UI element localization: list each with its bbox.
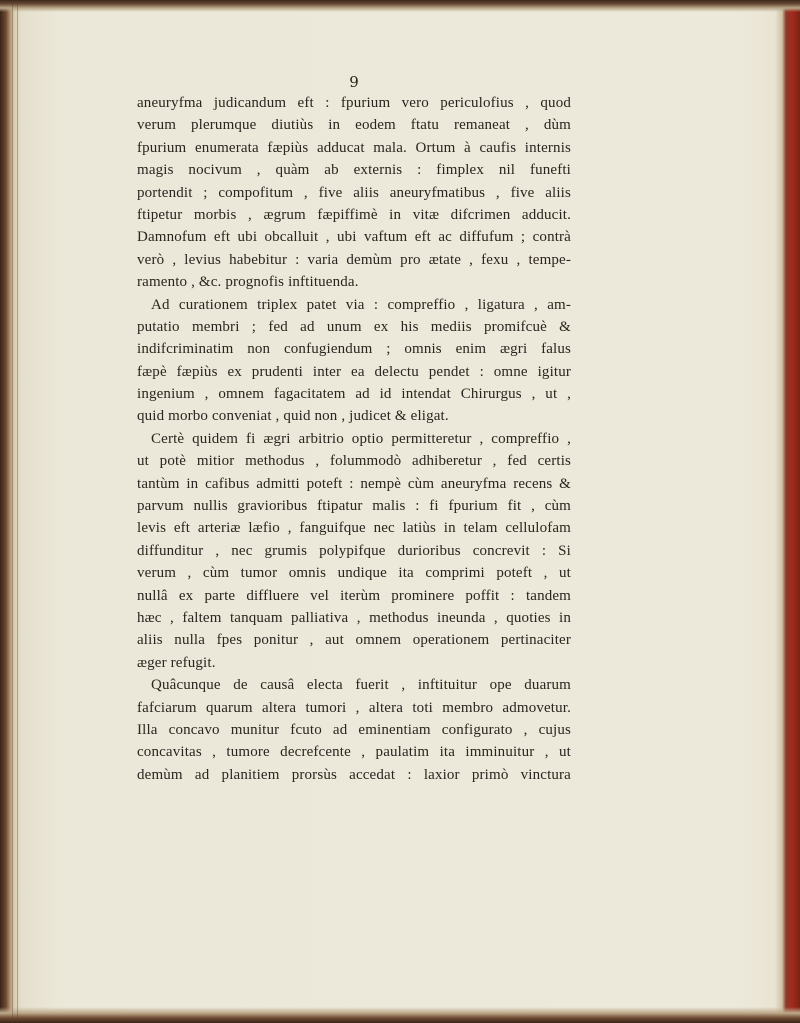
text-line: hæc , faltem tanquam palliativa , methodus ineunda , quoties in [137,609,571,626]
text-line: æger refugit. [137,654,216,671]
text-line: Certè quidem fi ægri arbitrio optio permitteretur , compreffio , [151,430,571,447]
text-line: tantùm in cafibus admitti poteft : nempè cùm aneuryfma recens & [137,475,571,492]
text-line: demùm ad planitiem prorsùs accedat : laxior primò vinctura [137,766,571,783]
text-line: verum plerumque diutiùs in eodem ftatu remaneat , dùm [137,117,571,134]
text-line: indifcriminatim non confugiendum ; omnis enim ægri falus [137,341,571,358]
text-line: ingenium , omnem fagacitatem ad id intendat Chirurgus , ut , [137,386,571,403]
page-top-edge [0,0,800,12]
text-line: fæpè fæpiùs ex prudenti inter ea delectu pendet : omne igitur [137,363,571,380]
page-number: 9 [349,73,359,91]
paragraph [137,674,571,786]
text-line: diffunditur , nec grumis polypifque durioribus concrevit : Si [137,542,571,559]
text-line: ramento , &c. prognofis inftituenda. [137,274,359,291]
text-line: concavitas , tumore decrefcente , paulatim ita imminuitur , ut [137,744,571,761]
text-line: parvum nullis gravioribus ftipatur malis : fi fpurium fit , cùm [137,498,571,515]
text-line: fpurium enumerata fæpiùs adducat mala. Ortum à caufis internis [137,139,571,156]
paragraph [137,92,571,294]
text-line: aliis nulla fpes ponitur , aut omnem operationem pertinaciter [137,632,571,649]
text-line: ftipetur morbis , ægrum fæpiffimè in vitæ difcrimen adducit. [137,206,571,223]
text-line: levis eft arteriæ læfio , fanguifque nec latiùs in telam cellulofam [137,520,571,537]
text-line: aneuryfma judicandum eft : fpurium vero periculofius , quod [137,95,571,111]
text-line: Quâcunque de causâ electa fuerit , inftituitur ope duarum [151,677,571,694]
text-line: portendit ; compofitum , five aliis aneuryfmatibus , five aliis [137,184,571,201]
text-line: Ad curationem triplex patet via : compreffio , ligatura , am- [151,296,571,313]
text-line: verò , levius habebitur : varia demùm pro ætate , fexu , tempe- [137,251,571,268]
text-line: quid morbo conveniat , quid non , judicet & eligat. [137,408,449,425]
binding-gutter-line [12,0,13,1023]
text-line: magis nocivum , quàm ab externis : fimplex nil funefti [137,162,571,179]
page-bottom-edge [0,1007,800,1023]
text-line: putatio membri ; fed ad unum ex his mediis promifcuè & [137,318,571,335]
body-text [137,92,571,786]
paragraph [137,428,571,674]
text-line: verum , cùm tumor omnis undique ita comprimi poteft , ut [137,565,571,582]
paragraph [137,294,571,428]
text-line: nullâ ex parte diffluere vel iterùm prominere poffit : tandem [137,587,571,604]
text-line: Illa concavo munitur fcuto ad eminentiam configurato , cujus [137,721,571,738]
text-line: Damnofum eft ubi obcalluit , ubi vaftum eft ac diffufum ; contrà [137,229,571,246]
binding-gutter-line [17,0,18,1023]
text-line: fafciarum quarum altera tumori , altera toti membro admovetur. [137,699,571,716]
text-line: ut potè mitior methodus , folummodò adhiberetur , fed certis [137,453,571,470]
